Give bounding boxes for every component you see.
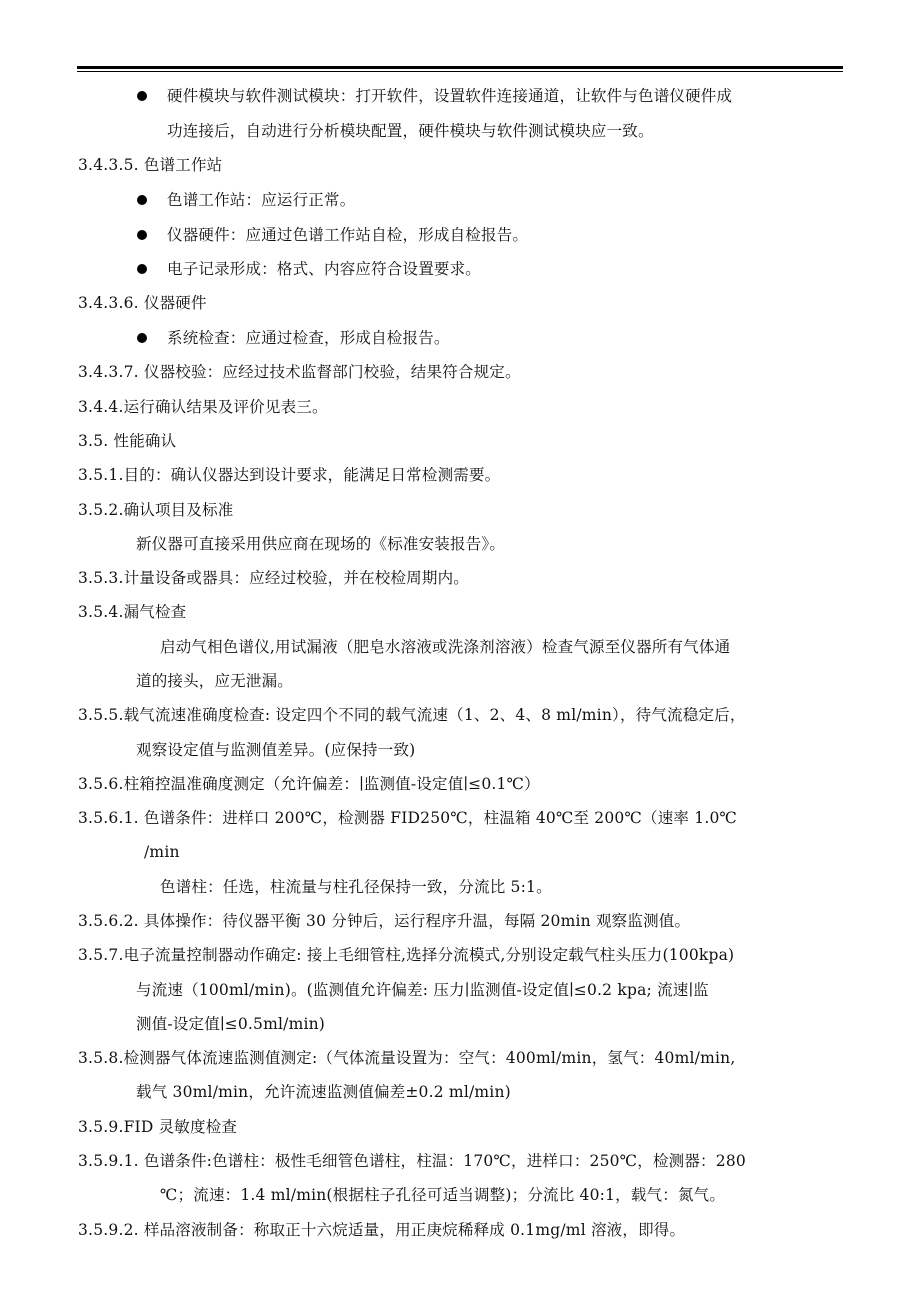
section-heading: 3.4.3.6. 仪器硬件 (78, 294, 207, 312)
text-line: /min (144, 843, 180, 861)
text-line: 与流速（100ml/min)。(监测值允许偏差: 压力∣监测值-设定值∣≤0.2 kpa; 流速∣监 (136, 981, 709, 999)
bullet-text: 系统检查：应通过检查，形成自检报告。 (167, 329, 450, 347)
text-line: 测值-设定值∣≤0.5ml/min) (136, 1015, 326, 1033)
text-line: 功连接后，自动进行分析模块配置，硬件模块与软件测试模块应一致。 (167, 122, 654, 140)
section-heading: 3.5.9.2. 样品溶液制备：称取正十六烷适量，用正庚烷稀释成 0.1mg/ml 溶液，即得。 (78, 1221, 686, 1239)
bullet-icon (137, 91, 147, 101)
section-heading: 3.5. 性能确认 (78, 432, 177, 450)
bullet-text: 硬件模块与软件测试模块：打开软件，设置软件连接通道，让软件与色谱仪硬件成 (167, 87, 733, 105)
text-line: 道的接头，应无泄漏。 (136, 672, 294, 690)
header-rule-thick (77, 66, 843, 69)
section-heading: 3.5.6.1. 色谱条件：进样口 200℃，检测器 FID250℃，柱温箱 40℃至 200℃（速率 1.0℃ (78, 809, 738, 827)
section-heading: 3.5.6.柱箱控温准确度测定（允许偏差：∣监测值-设定值∣≤0.1℃） (78, 775, 540, 793)
text-line: ℃；流速：1.4 ml/min(根据柱子孔径可适当调整)；分流比 40:1，载气：氮气。 (160, 1186, 726, 1204)
section-heading: 3.5.5.载气流速准确度检查: 设定四个不同的载气流速（1、2、4、8 ml/min），待气流稳定后， (78, 706, 746, 724)
section-heading: 3.5.4.漏气检查 (78, 603, 187, 621)
section-heading: 3.4.4.运行确认结果及评价见表三。 (78, 398, 328, 416)
section-heading: 3.4.3.7. 仪器校验：应经过技术监督部门校验，结果符合规定。 (78, 363, 521, 381)
text-line: 载气 30ml/min，允许流速监测值偏差±0.2 ml/min) (136, 1083, 511, 1101)
section-heading: 3.5.1.目的：确认仪器达到设计要求，能满足日常检测需要。 (78, 466, 501, 484)
bullet-text: 色谱工作站：应运行正常。 (167, 191, 356, 209)
section-heading: 3.5.9.FID 灵敏度检查 (78, 1118, 238, 1136)
bullet-icon (137, 195, 147, 205)
header-rule-thin (77, 71, 843, 72)
section-heading: 3.4.3.5. 色谱工作站 (78, 156, 223, 174)
text-line: 观察设定值与监测值差异。(应保持一致) (136, 741, 416, 759)
section-heading: 3.5.8.检测器气体流速监测值测定:（气体流量设置为：空气：400ml/min，氢气：40ml/min, (78, 1049, 736, 1067)
section-heading: 3.5.2.确认项目及标准 (78, 501, 234, 519)
text-line: 新仪器可直接采用供应商在现场的《标准安装报告》。 (136, 535, 506, 553)
section-heading: 3.5.6.2. 具体操作：待仪器平衡 30 分钟后，运行程序升温，每隔 20min 观察监测值。 (78, 912, 691, 930)
section-heading: 3.5.9.1. 色谱条件:色谱柱：极性毛细管色谱柱，柱温：170℃，进样口：250℃，检测器：280 (78, 1152, 746, 1170)
bullet-icon (137, 333, 147, 343)
bullet-icon (137, 264, 147, 274)
bullet-text: 电子记录形成：格式、内容应符合设置要求。 (167, 260, 482, 278)
section-heading: 3.5.3.计量设备或器具：应经过校验，并在校检周期内。 (78, 569, 469, 587)
text-line: 启动气相色谱仪,用试漏液（肥皂水溶液或洗涤剂溶液）检查气源至仪器所有气体通 (160, 638, 731, 656)
section-heading: 3.5.7.电子流量控制器动作确定: 接上毛细管柱,选择分流模式,分别设定载气柱头压力(100kpa) (78, 946, 735, 964)
text-line: 色谱柱：任选，柱流量与柱孔径保持一致，分流比 5:1。 (160, 878, 552, 896)
bullet-icon (137, 230, 147, 240)
bullet-text: 仪器硬件：应通过色谱工作站自检，形成自检报告。 (167, 226, 529, 244)
